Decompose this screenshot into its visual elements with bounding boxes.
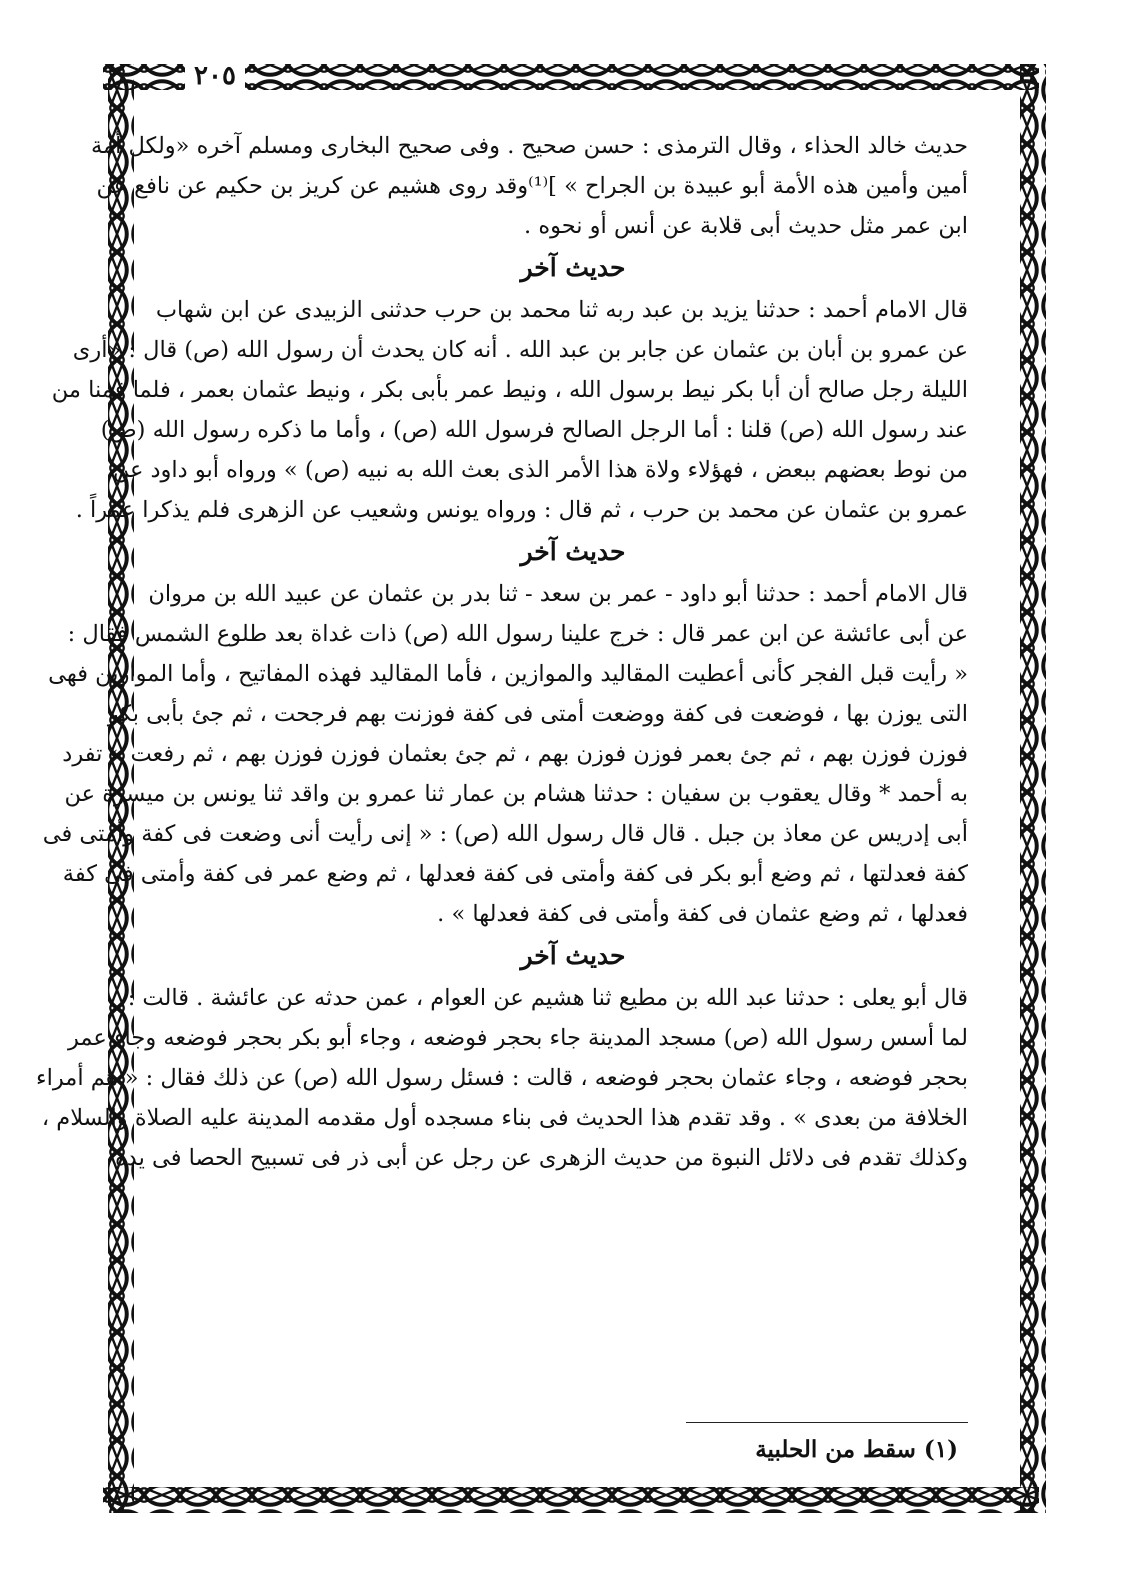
text-line: عن عمرو بن أبان بن عثمان عن جابر بن عبد الله . أنه كان يحدث أن رسول الله (ص) قال : «أرى <box>72 337 968 363</box>
text-line: الخلافة من بعدى » . وقد تقدم هذا الحديث فى بناء مسجده أول مقدمه المدينة عليه الصلاة والسلام ، <box>41 1105 968 1131</box>
text-line: فعدلها ، ثم وضع عثمان فى كفة وأمتى فى كفة فعدلها » . <box>437 901 968 927</box>
text-line: قال الامام أحمد : حدثنا يزيد بن عبد ربه ثنا محمد بن حرب حدثنى الزبيدى عن ابن شهاب <box>155 297 968 323</box>
text-line: قال الامام أحمد : حدثنا أبو داود - عمر بن سعد - ثنا بدر بن عثمان عن عبيد الله بن مروان <box>148 581 968 607</box>
text-line: كفة فعدلتها ، ثم وضع أبو بكر فى كفة وأمتى فى كفة فعدلها ، ثم وضع عمر فى كفة وأمتى فى كفة <box>62 861 968 887</box>
text-line: حديث خالد الحذاء ، وقال الترمذى : حسن صحيح . وفى صحيح البخارى ومسلم آخره «ولكل أمة <box>90 133 968 159</box>
text-line: التى يوزن بها ، فوضعت فى كفة ووضعت أمتى فى كفة فوزنت بهم فرجحت ، ثم جئ بأبى بكر <box>107 701 968 727</box>
page-body <box>36 126 968 1178</box>
text-line: ابن عمر مثل حديث أبى قلابة عن أنس أو نحوه . <box>524 213 968 239</box>
text-line: قال أبو يعلى : حدثنا عبد الله بن مطيع ثنا هشيم عن العوام ، عمن حدثه عن عائشة . قالت : <box>127 985 968 1011</box>
text-line: عمرو بن عثمان عن محمد بن حرب ، ثم قال : ورواه يونس وشعيب عن الزهرى فلم يذكرا عمراً . <box>75 497 968 523</box>
text-line: وكذلك تقدم فى دلائل النبوة من حديث الزهرى عن رجل عن أبى ذر فى تسبيح الحصا فى يده <box>115 1145 968 1171</box>
text-line: أمين وأمين هذه الأمة أبو عبيدة بن الجراح » ]⁽¹⁾وقد روى هشيم عن كريز بن حكيم عن نافع عن <box>96 173 968 199</box>
section-heading: حديث آخر <box>520 537 626 566</box>
section-body <box>42 574 968 934</box>
footnote-divider <box>686 1422 968 1423</box>
text-line: لما أسس رسول الله (ص) مسجد المدينة جاء بحجر فوضعه ، وجاء أبو بكر بحجر فوضعه وجاء عمر <box>67 1025 968 1051</box>
section-body <box>51 290 968 530</box>
intro-paragraph <box>90 126 968 246</box>
text-line: بحجر فوضعه ، وجاء عثمان بحجر فوضعه ، قالت : فسئل رسول الله (ص) عن ذلك فقال : « هم أمراء <box>36 1065 968 1091</box>
section-heading: حديث آخر <box>520 253 626 282</box>
text-line: « رأيت قبل الفجر كأنى أعطيت المقاليد والموازين ، فأما المقاليد فهذه المفاتيح ، وأما الموازين فهى <box>48 661 968 687</box>
text-line: به أحمد * وقال يعقوب بن سفيان : حدثنا هشام بن عمار ثنا عمرو بن واقد ثنا يونس بن ميسرة عن <box>64 781 968 807</box>
page-number: ٢٠٥ <box>185 58 245 94</box>
text-line: الليلة رجل صالح أن أبا بكر نيط برسول الله ، ونيط عمر بأبى بكر ، ونيط عثمان بعمر ، فلما قمنا من <box>51 377 968 403</box>
footnote: (١) سقط من الحلبية <box>755 1436 958 1463</box>
text-line: أبى إدريس عن معاذ بن جبل . قال قال رسول الله (ص) : « إنى رأيت أنى وضعت فى كفة وأمتى فى <box>42 821 968 847</box>
text-line: فوزن فوزن بهم ، ثم جئ بعمر فوزن فوزن بهم ، ثم جئ بعثمان فوزن فوزن بهم ، ثم رفعت » تفرد <box>62 741 968 767</box>
section-body <box>36 978 968 1178</box>
text-line: عن أبى عائشة عن ابن عمر قال : خرج علينا رسول الله (ص) ذات غداة بعد طلوع الشمس فقال : <box>67 621 968 647</box>
text-line: من نوط بعضهم ببعض ، فهؤلاء ولاة هذا الأمر الذى بعث الله به نبيه (ص) » ورواه أبو داود عن <box>112 457 968 483</box>
section-heading: حديث آخر <box>520 941 626 970</box>
text-line: عند رسول الله (ص) قلنا : أما الرجل الصالح فرسول الله (ص) ، وأما ما ذكره رسول الله (ص) <box>100 417 968 443</box>
